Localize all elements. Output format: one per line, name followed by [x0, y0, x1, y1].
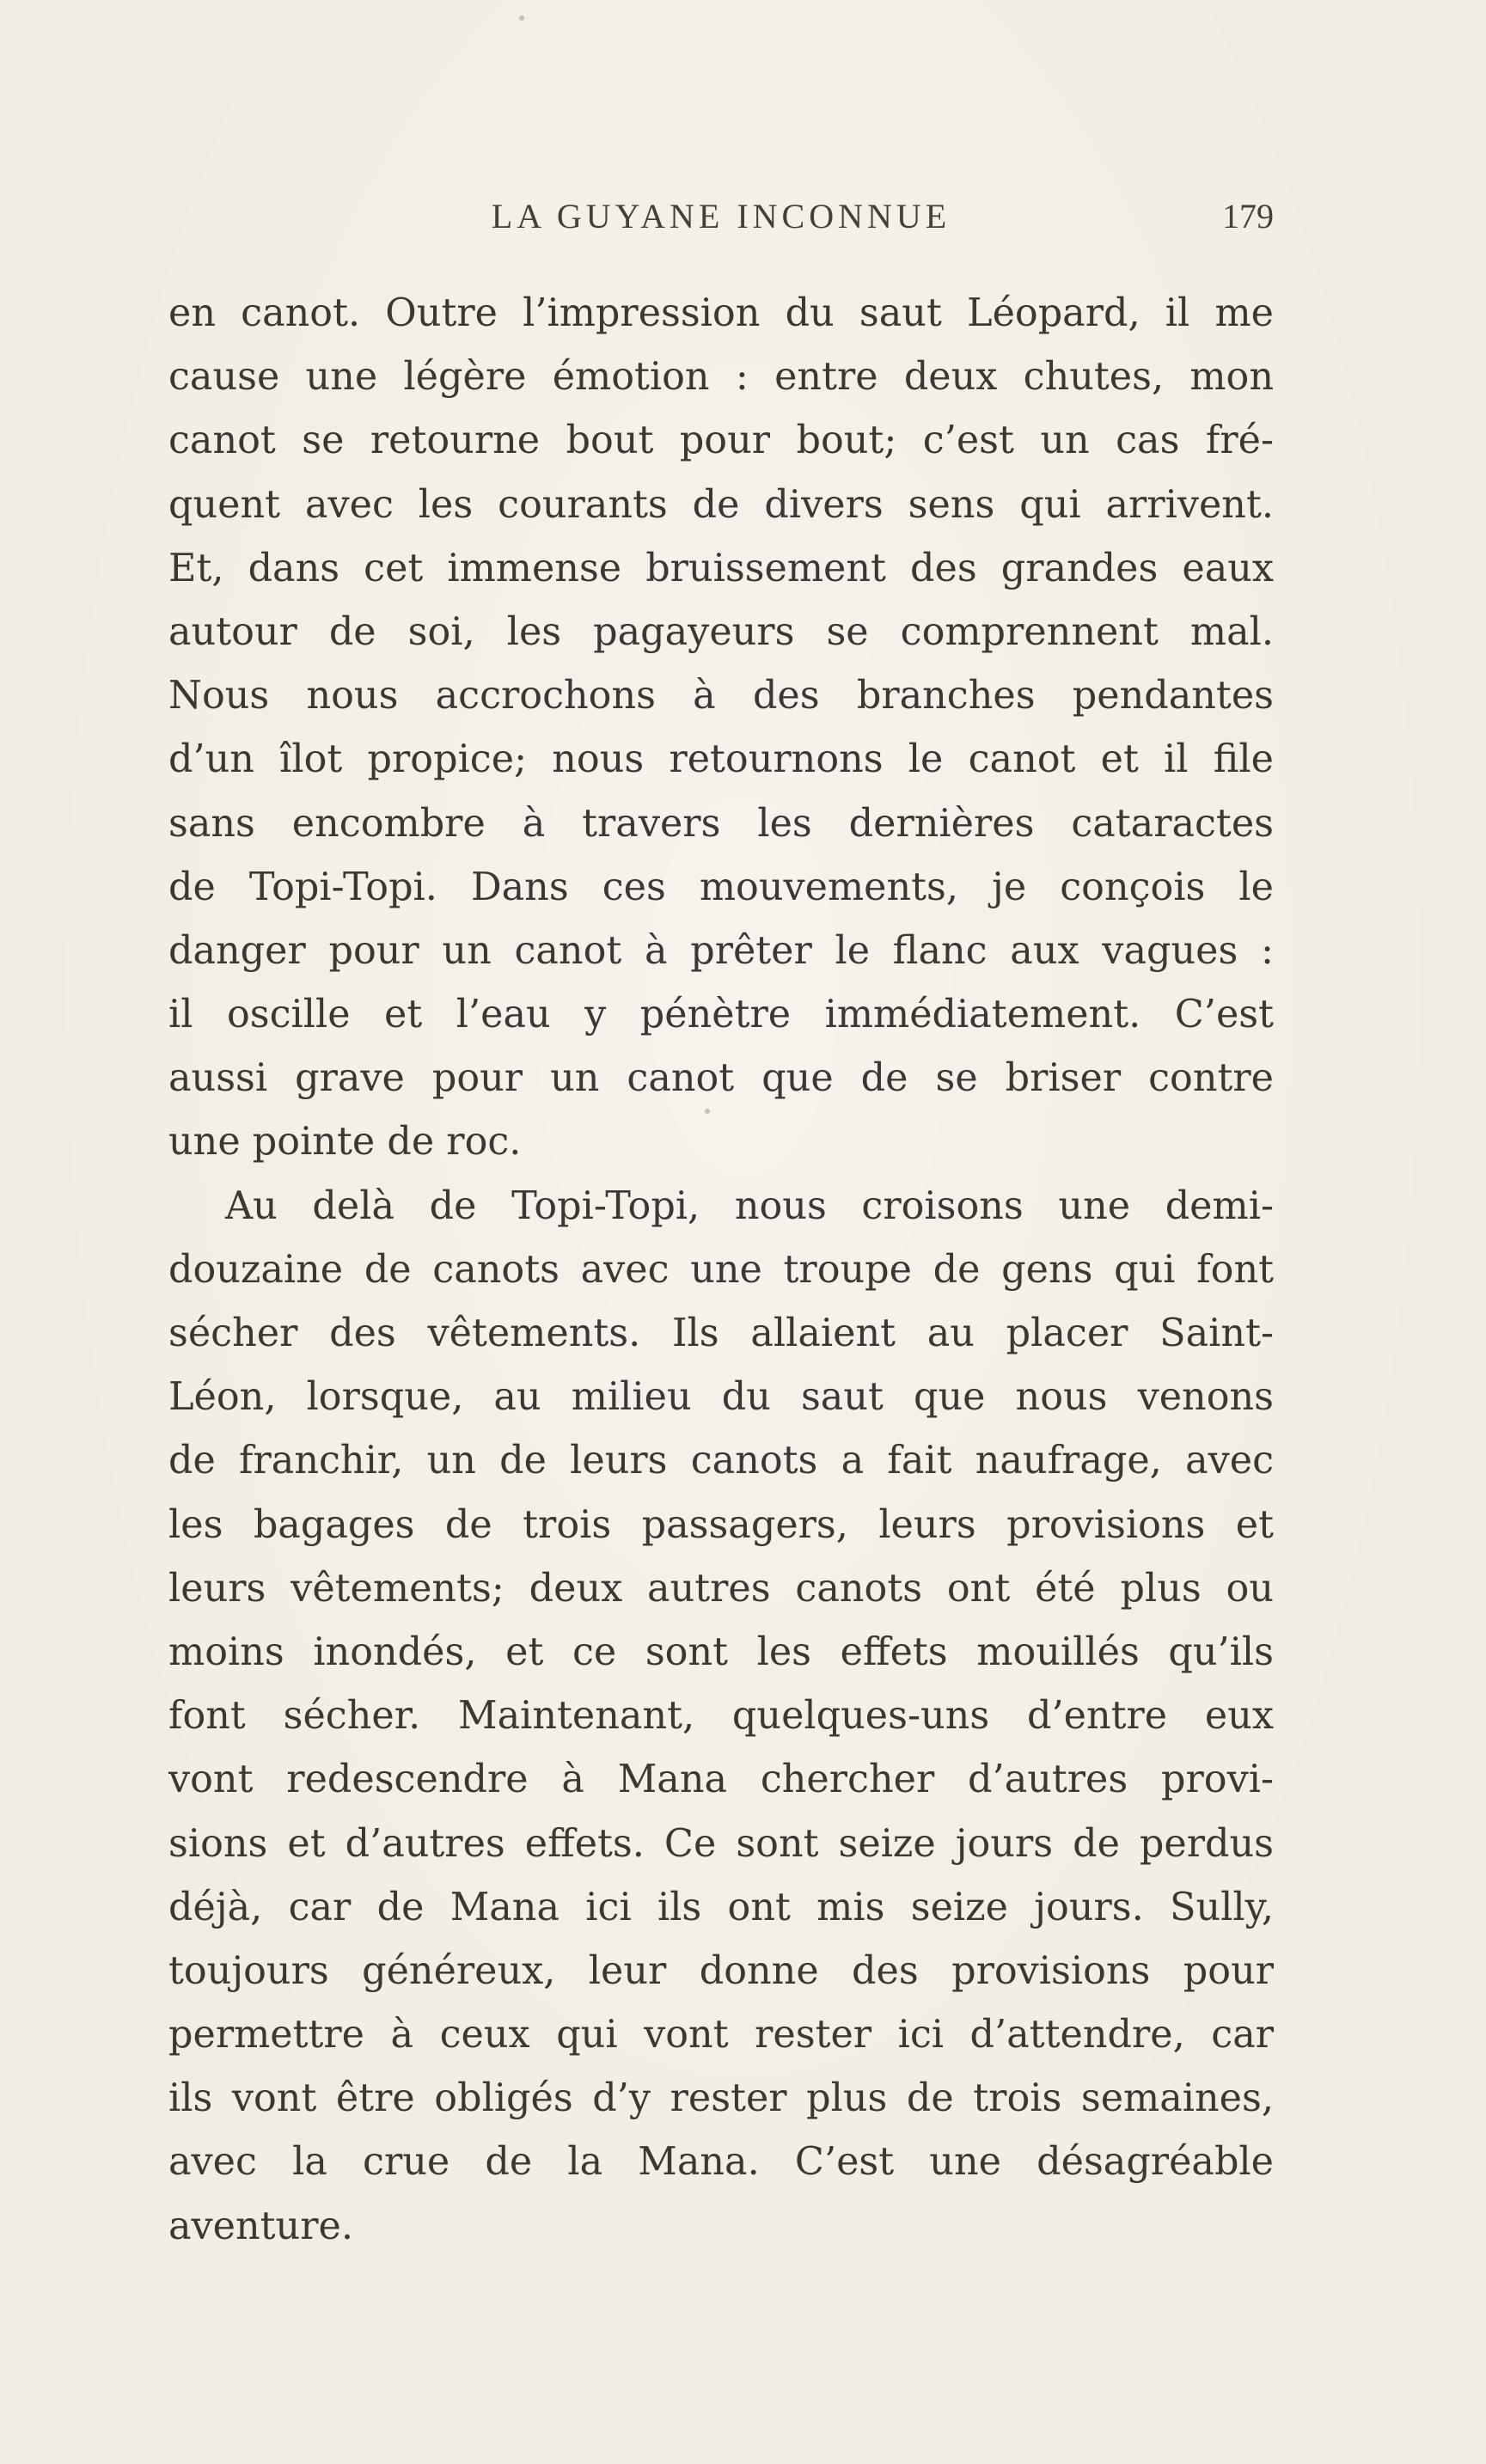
text-line: avec la crue de la Mana. C’est une désagréable — [168, 2140, 1274, 2185]
text-line: Et, dans cet immense bruissement des grandes eaux — [168, 546, 1274, 590]
text-line: cause une légère émotion : entre deux chutes, mon — [168, 355, 1274, 400]
text-line: Au delà de Topi-Topi, nous croisons une demi- — [225, 1183, 1274, 1228]
text-line: sions et d’autres effets. Ce sont seize jours de perdus — [168, 1821, 1274, 1866]
text-line: douzaine de canots avec une troupe de gens qui font — [168, 1247, 1274, 1292]
text-line: toujours généreux, leur donne des provisions pour — [168, 1948, 1274, 1993]
text-line: permettre à ceux qui vont rester ici d’attendre, car — [168, 2013, 1274, 2057]
text-line: il oscille et l’eau y pénètre immédiatement. C’est — [168, 993, 1274, 1037]
text-line: déjà, car de Mana ici ils ont mis seize jours. Sully, — [168, 1885, 1274, 1929]
text-line: sécher des vêtements. Ils allaient au placer Saint- — [168, 1311, 1274, 1355]
text-line: canot se retourne bout pour bout; c’est un cas fré- — [168, 419, 1274, 463]
page-header — [168, 196, 1274, 256]
text-line: quent avec les courants de divers sens qui arrivent. — [168, 482, 1274, 527]
text-line: vont redescendre à Mana chercher d’autres provi- — [168, 1758, 1274, 1802]
text-line: autour de soi, les pagayeurs se comprennent mal. — [168, 609, 1274, 654]
text-line: aussi grave pour un canot que de se briser contre — [168, 1056, 1274, 1101]
text-line: moins inondés, et ce sont les effets mouillés qu’ils — [168, 1629, 1274, 1674]
text-line: en canot. Outre l’impression du saut Léopard, il me — [168, 291, 1274, 335]
text-line: de Topi-Topi. Dans ces mouvements, je conçois le — [168, 865, 1274, 909]
paper-speck — [519, 15, 524, 21]
text-line: leurs vêtements; deux autres canots ont été plus ou — [168, 1566, 1274, 1611]
running-title: LA GUYANE INCONNUE — [491, 197, 951, 235]
text-line: d’un îlot propice; nous retournons le canot et il file — [168, 737, 1274, 782]
text-line: Nous nous accrochons à des branches pendantes — [168, 674, 1274, 718]
text-line: ils vont être obligés d’y rester plus de trois semaines, — [168, 2076, 1274, 2121]
page-number: 179 — [1222, 197, 1274, 235]
text-line: de franchir, un de leurs canots a fait naufrage, avec — [168, 1439, 1274, 1483]
text-line: Léon, lorsque, au milieu du saut que nous venons — [168, 1375, 1274, 1420]
text-line: sans encombre à travers les dernières cataractes — [168, 801, 1274, 846]
text-line: aventure. — [168, 2204, 353, 2248]
text-line: font sécher. Maintenant, quelques-uns d’entre eux — [168, 1694, 1274, 1739]
body-text — [168, 282, 1274, 2259]
text-line: les bagages de trois passagers, leurs provisions et — [168, 1502, 1274, 1547]
text-line: une pointe de roc. — [168, 1120, 522, 1165]
text-line: danger pour un canot à prêter le flanc aux vagues : — [168, 928, 1274, 973]
